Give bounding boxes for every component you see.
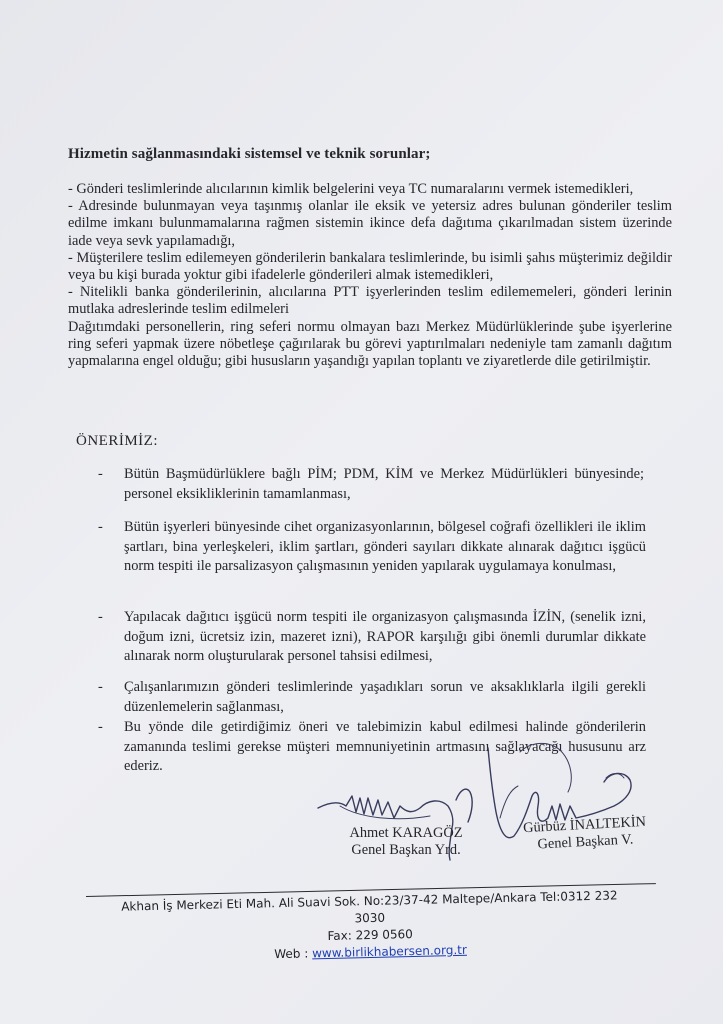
website-link[interactable]: www.birlikhabersen.org.tr bbox=[311, 942, 467, 961]
bullet-dash: - bbox=[98, 466, 103, 482]
suggestion-text: Bütün Başmüdürlüklere bağlı PİM; PDM, KİM ve Merkez Müdürlükleri bünyesinde; personel eksikliklerinin tamamlanması, bbox=[124, 466, 644, 502]
signatory-title: Genel Başkan Yrd. bbox=[351, 842, 461, 858]
signatory-title: Genel Başkan V. bbox=[537, 831, 634, 853]
suggestion-text: Çalışanlarımızın gönderi teslimlerinde yaşadıkları sorun ve aksaklıklarla ilgili gerekli düzenlemelerin sağlanması, bbox=[124, 679, 646, 715]
problem-item: - Nitelikli banka gönderilerinin, alıcılarına PTT işyerlerinden teslim edilememeleri, gönderi lerinin mutlaka adreslerinde teslim edilmeleri bbox=[68, 284, 672, 318]
suggestion-text: Bütün işyerleri bünyesinde cihet organizasyonlarının, bölgesel coğrafi özellikleri ile iklim şartları, bina yerleşkeleri, iklim şartları, gönderi sayıları dikkate alınarak dağıtıcı işgücü norm tespiti ile parsalizasyon çalışmasının yeniden yapılarak uygulamaya konulması, bbox=[124, 519, 646, 574]
signatory-left bbox=[326, 825, 486, 859]
problem-item: - Gönderi teslimlerinde alıcılarının kimlik belgelerini veya TC numaralarını vermek istemedikleri, bbox=[68, 181, 634, 197]
problem-summary: Dağıtımdaki personellerin, ring seferi normu olmayan bazı Merkez Müdürlüklerinde şube işyerlerine ring seferi yapmak üzere nöbetleşe çağırılarak bu görevi yaptırılmaları nedeniyle tam zamanlı dağıtım yapmalarına engel olduğu; gibi hususların yaşandığı yapılan toplantı ve ziyaretlerde dile getirilmiştir. bbox=[68, 318, 672, 370]
footer-web-label: Web : bbox=[274, 946, 313, 962]
problem-item: - Adresinde bulunmayan veya taşınmış olanlar ile eksik ve yetersiz adres bulunan gönderiler teslim edilme imkanı bulunmamalarına rağmen sistemin ikince defa dağıtıma çıkarılmadan sistem üzerinde iade veya sevk yapılamadığı, bbox=[68, 198, 672, 249]
footer-fax: Fax: 229 0560 bbox=[327, 927, 414, 943]
signatory-name: Ahmet KARAGÖZ bbox=[349, 825, 463, 841]
suggestions-title: ÖNERİMİZ: bbox=[76, 433, 158, 449]
suggestion-text: Bu yönde dile getirdiğimiz öneri ve talebimizin kabul edilmesi halinde gönderilerin zamanında teslimi gerekse müşteri memnuniyetinin artmasını sağlayacağı hususunu arz ederiz. bbox=[124, 719, 646, 774]
problem-item: - Müşterilere teslim edilemeyen gönderilerin bankalara teslimlerinde, bu isimli şahıs müşterimiz değildir veya bu kişi burada yoktur gibi ifadelerle gönderileri almak istemedikleri, bbox=[68, 249, 672, 284]
bullet-dash: - bbox=[98, 679, 103, 695]
signatory-name: Gürbüz İNALTEKİN bbox=[522, 813, 647, 837]
bullet-dash: - bbox=[98, 519, 103, 535]
suggestion-text: Yapılacak dağıtıcı işgücü norm tespiti ile organizasyon çalışmasında İZİN, (senelik izni, doğum izni, ücretsiz izin, mazeret izni), RAPOR karşılığı gibi önemli durumlar dikkate alınarak norm oluşturularak personel tahsisi edilmesi, bbox=[124, 609, 646, 664]
bullet-dash: - bbox=[98, 719, 103, 735]
section-heading: Hizmetin sağlanmasındaki sistemsel ve teknik sorunlar; bbox=[68, 146, 431, 162]
footer-contact bbox=[109, 887, 630, 967]
footer-address: Akhan İş Merkezi Eti Mah. Ali Suavi Sok. No:23/37-42 Maltepe/Ankara Tel:0312 232 3030 bbox=[121, 888, 618, 926]
bullet-dash: - bbox=[98, 609, 103, 625]
